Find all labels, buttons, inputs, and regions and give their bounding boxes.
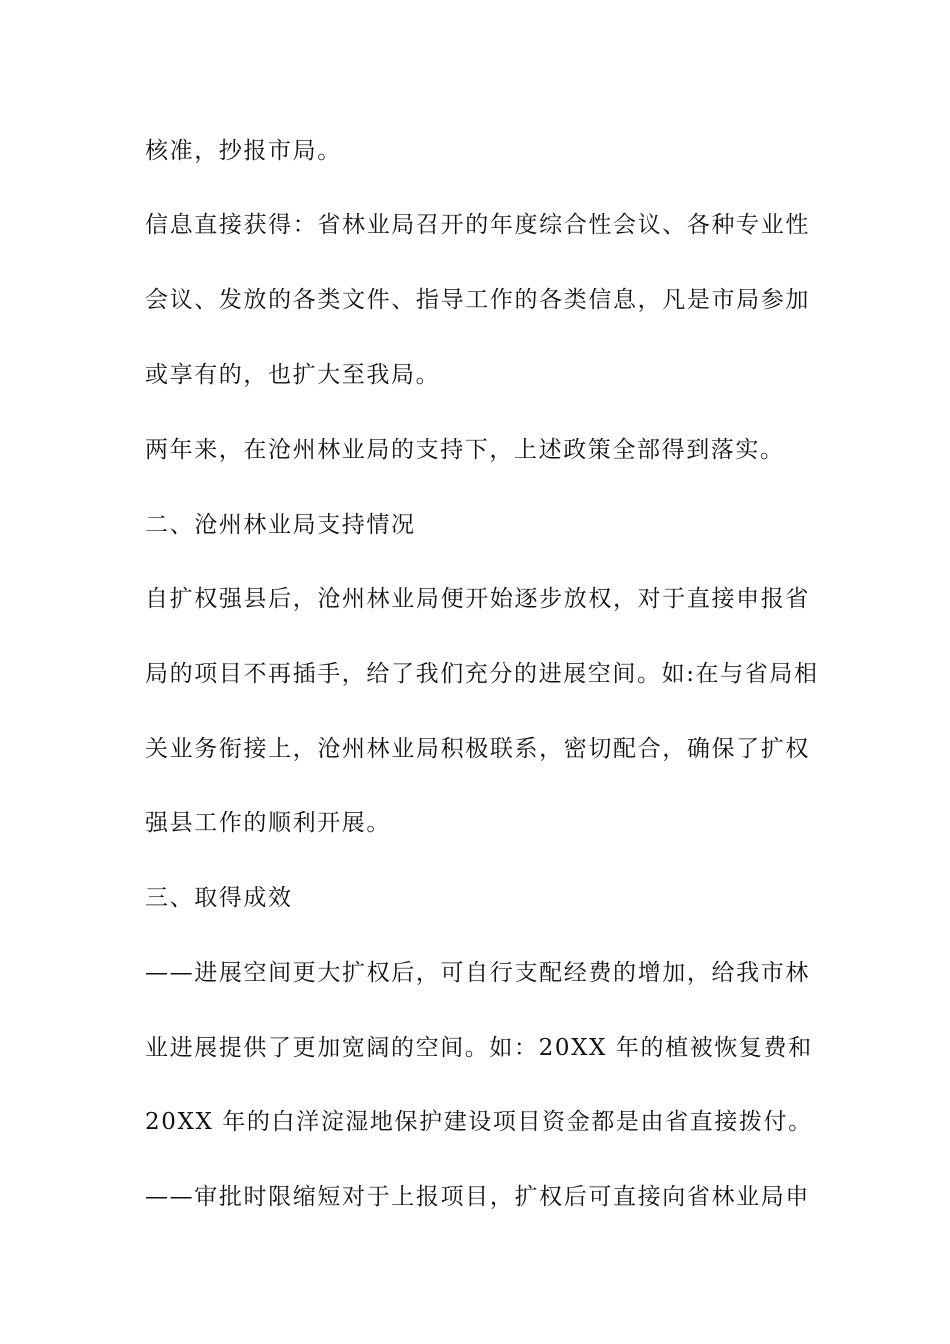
- text-line: 核准，抄报市局。: [145, 138, 342, 164]
- text-line: 信息直接获得：省林业局召开的年度综合性会议、各种专业性: [145, 212, 810, 238]
- text-line: 自扩权强县后，沧州林业局便开始逐步放权，对于直接申报省: [145, 586, 810, 612]
- text-line: 局的项目不再插手，给了我们充分的进展空间。如:在与省局相: [145, 661, 819, 687]
- text-line: ——审批时限缩短对于上报项目，扩权后可直接向省林业局申: [145, 1184, 810, 1210]
- text-line: 业进展提供了更加宽阔的空间。如：20XX 年的植被恢复费和: [145, 1035, 813, 1061]
- text-line: 关业务衔接上，沧州林业局积极联系，密切配合，确保了扩权: [145, 736, 810, 762]
- text-line: ——进展空间更大扩权后，可自行支配经费的增加，给我市林: [145, 960, 810, 986]
- text-line: 强县工作的顺利开展。: [145, 810, 391, 836]
- text-line: 或享有的，也扩大至我局。: [145, 362, 441, 388]
- section-heading: 二、沧州林业局支持情况: [145, 512, 416, 538]
- text-line: 会议、发放的各类文件、指导工作的各类信息，凡是市局参加: [145, 287, 810, 313]
- text-line: 两年来，在沧州林业局的支持下，上述政策全部得到落实。: [145, 437, 785, 463]
- section-heading: 三、取得成效: [145, 885, 293, 911]
- text-line: 20XX 年的白洋淀湿地保护建设项目资金都是由省直接拨付。: [145, 1109, 813, 1135]
